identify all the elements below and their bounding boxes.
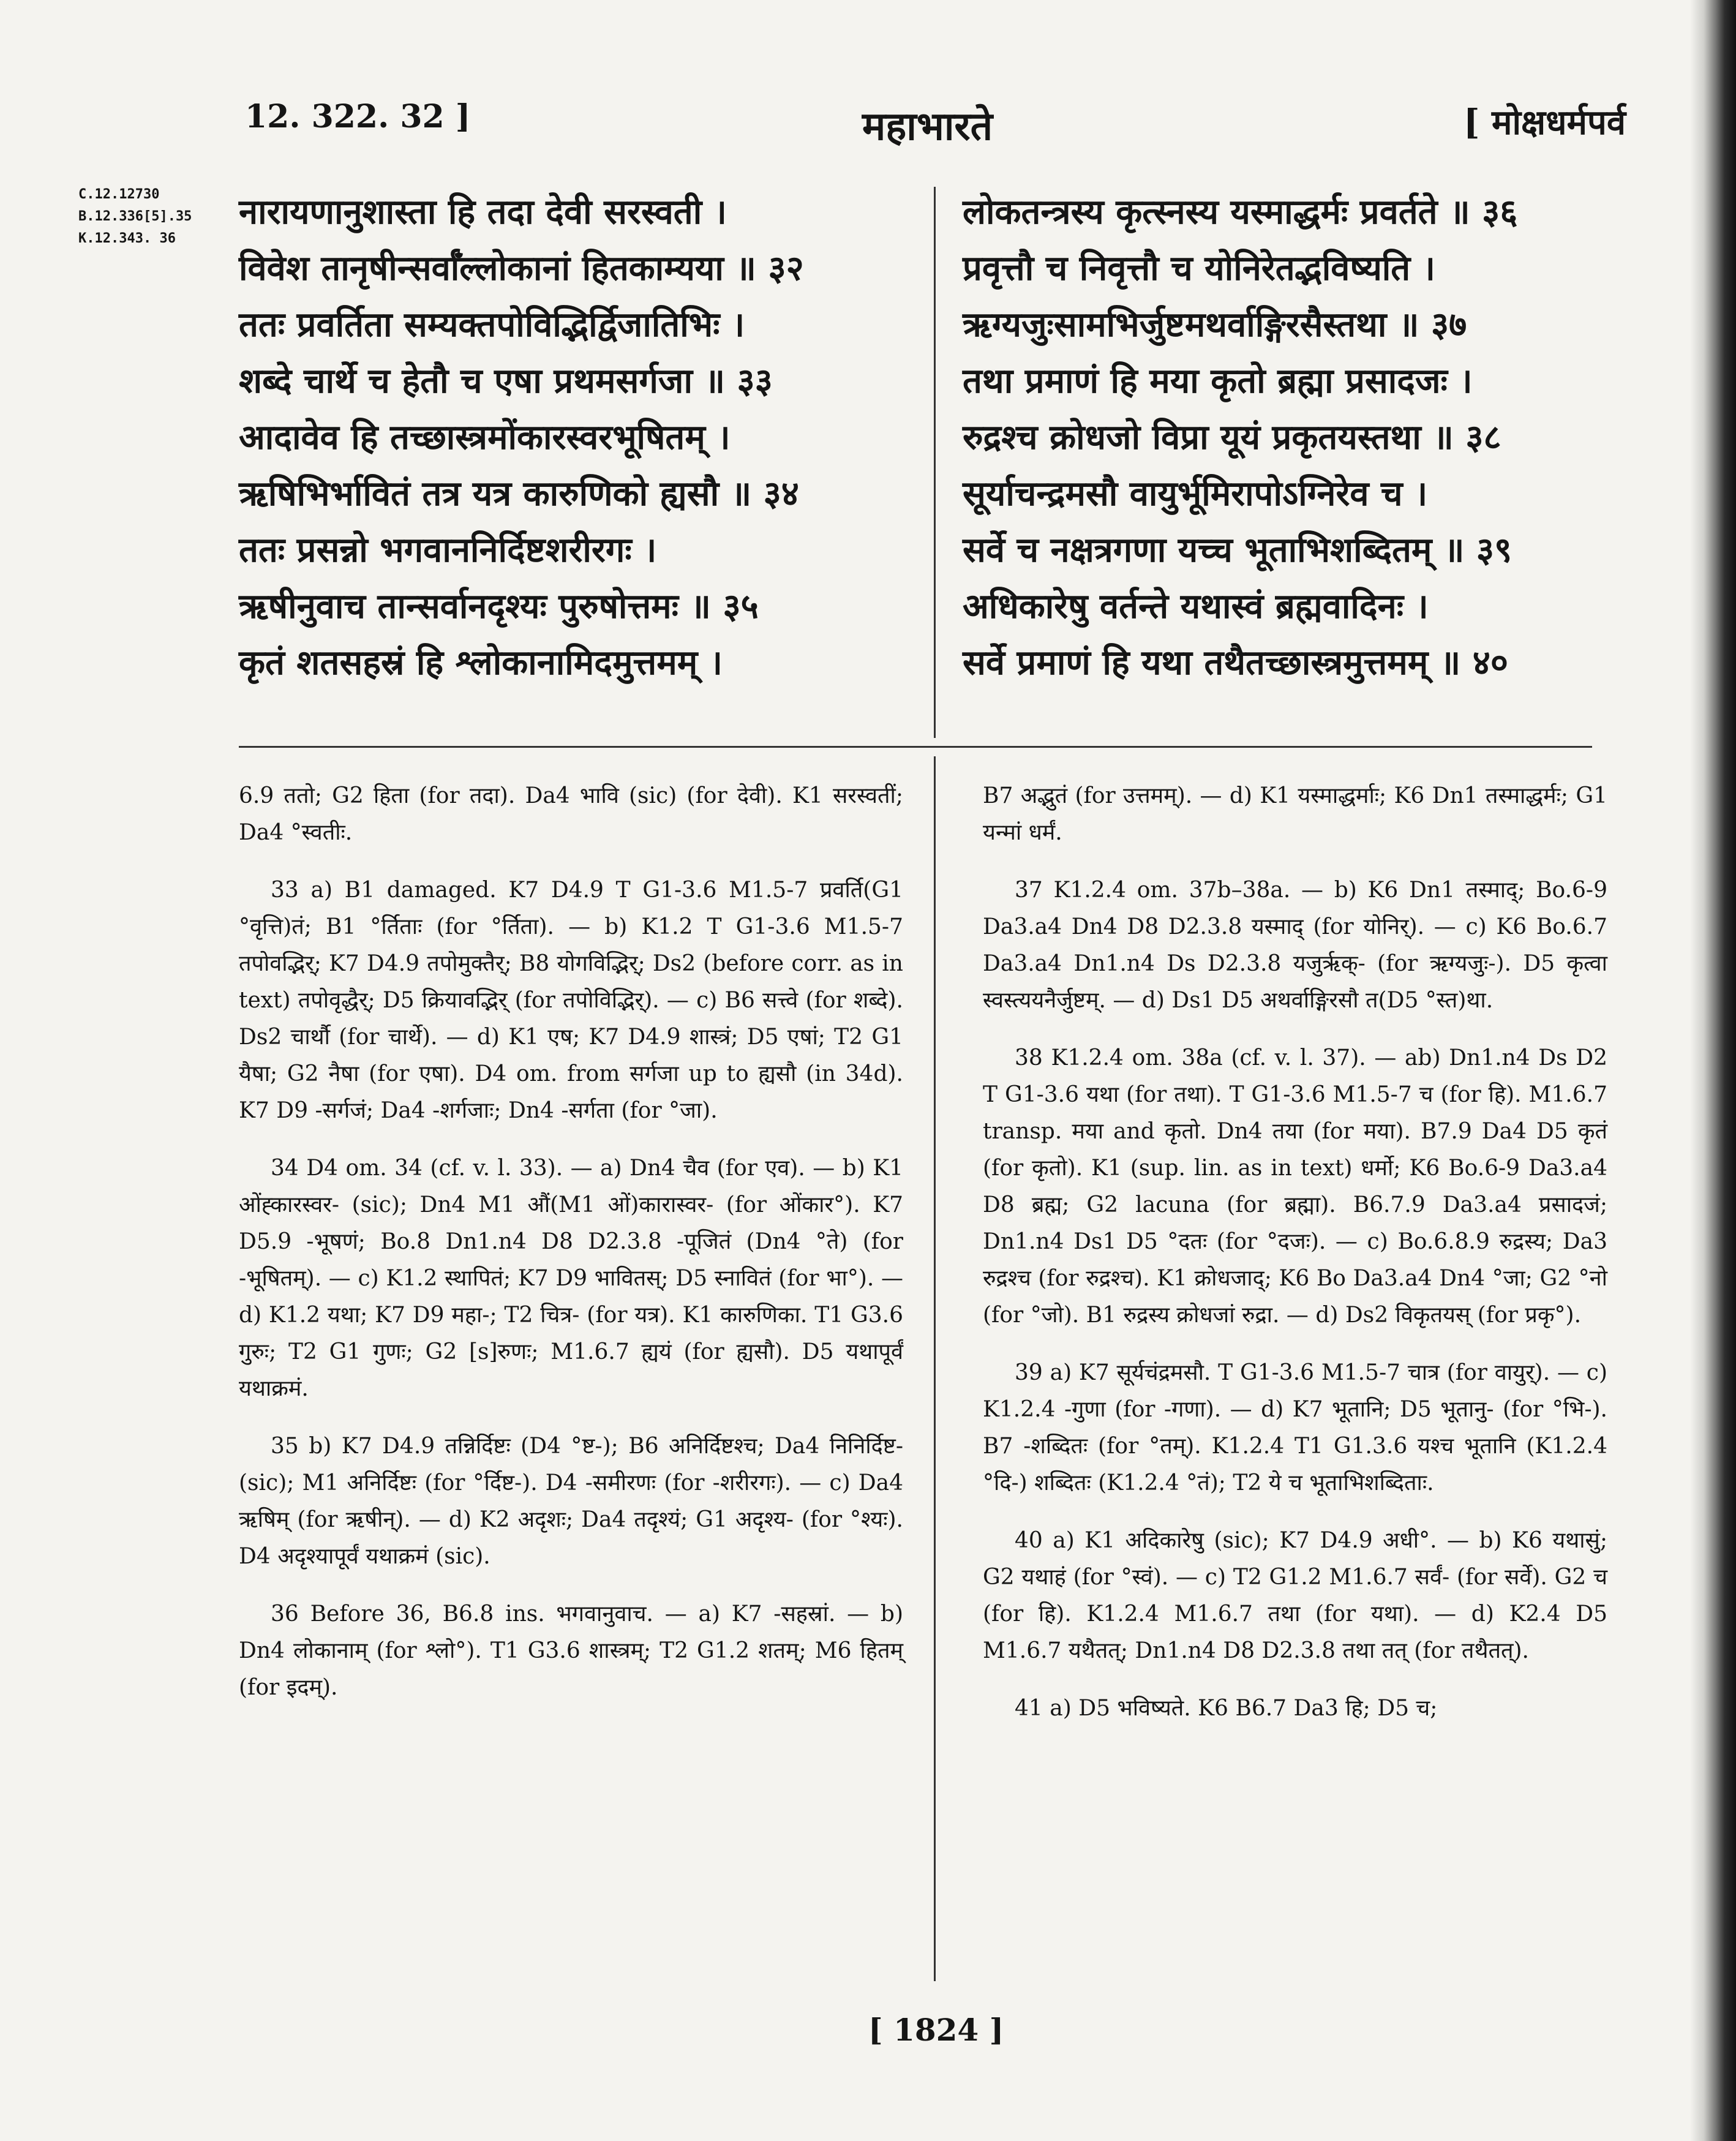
concordance-line: C.12.12730 [78, 187, 160, 202]
verse-line: आदावेव हि तच्छास्त्रमोंकारस्वरभूषितम् । [239, 417, 731, 457]
concordance-line: K.12.343. 36 [78, 231, 176, 246]
verse-line: प्रवृत्तौ च निवृत्तौ च योनिरेतद्भविष्यति । [963, 248, 1435, 288]
verse-line: लोकतन्त्रस्य कृत्स्नस्य यस्माद्धर्मः प्रवर्तते ॥ ३६ [963, 192, 1518, 232]
verse-line: ततः प्रसन्नो भगवाननिर्दिष्टशरीरगः । [239, 530, 657, 570]
verse-column-right [963, 184, 1630, 691]
verse-line: सूर्याचन्द्रमसौ वायुर्भूमिरापोऽग्निरेव च । [963, 473, 1428, 514]
running-head-reference: 12. 322. 32 ] [245, 98, 471, 135]
verse-line: ततः प्रवर्तिता सम्यक्तपोविद्भिर्द्विजातिभिः । [239, 304, 745, 345]
verse-line: शब्दे चार्थे च हेतौ च एषा प्रथमसर्गजा ॥ ३३ [239, 361, 773, 401]
verse-line: रुद्रश्च क्रोधजो विप्रा यूयं प्रकृतयस्तथा ॥ ३८ [963, 417, 1501, 457]
verse-line: नारायणानुशास्ता हि तदा देवी सरस्वती । [239, 192, 727, 232]
apparatus-note: 39 a) K7 सूर्यचंद्रमसौ. T G1-3.6 M1.5-7 चात्र (for वायुर्). — c) K1.2.4 -गुणा (for -गणा). — d) K7 भूतानि; D5 भूतानु- (for °भि-). B7 -शब्दितः (for °तम्). K1.2.4 T1 G1.3.6 यश्च भूतानि (K1.2.4 °दि-) शब्दितः (K1.2.4 °तं); T2 ये च भूताभिशब्दिताः. [983, 1360, 1607, 1496]
page-number: [ 1824 ] [868, 2012, 1004, 2048]
verse-line: तथा प्रमाणं हि मया कृतो ब्रह्मा प्रसादजः । [963, 361, 1473, 401]
section-divider [239, 746, 1592, 748]
verse-line: अधिकारेषु वर्तन्ते यथास्वं ब्रह्मवादिनः । [963, 586, 1429, 626]
verse-line: सर्वे च नक्षत्रगणा यच्च भूताभिशब्दितम् ॥ ३९ [963, 530, 1512, 570]
verse-line: ऋग्यजुःसामभिर्जुष्टमथर्वाङ्गिरसैस्तथा ॥ ३७ [963, 304, 1467, 345]
running-head-title: महाभारते [862, 103, 993, 149]
apparatus-column-left [239, 778, 903, 1727]
apparatus-note: 33 a) B1 damaged. K7 D4.9 T G1-3.6 M1.5-7 प्रवर्ति(G1 °वृत्ति)तं; B1 °र्तिताः (for °र्तिता). — b) K1.2 T G1-3.6 M1.5-7 तपोवद्भिर्; K7 D4.9 तपोमुक्तैर्; B8 योगविद्भिर्; Ds2 (before corr. as in text) तपोवृद्धैर्; D5 क्रियावद्भिर् (for तपोविद्भिर्). — c) B6 सत्त्वे (for शब्दे). Ds2 चार्थौ (for चार्थे). — d) K1 एष; K7 D4.9 शास्त्रं; D5 एषां; T2 G1 यैषा; G2 नैषा (for एषा). D4 om. from सर्गजा up to ह्यसौ (in 34d). K7 D9 -सर्गजं; Da4 -शर्गजाः; Dn4 -सर्गता (for °जा). [239, 878, 903, 1123]
apparatus-note: 36 Before 36, B6.8 ins. भगवानुवाच. — a) K7 -सहस्रां. — b) Dn4 लोकानाम् (for श्लो°). T1 G3.6 शास्त्रम्; T2 G1.2 शतम्; M6 हितम् (for इदम्). [239, 1601, 903, 1700]
apparatus-note: 35 b) K7 D4.9 तन्निर्दिष्टः (D4 °ष्ट-); B6 अनिर्दिष्टश्च; Da4 निनिर्दिष्ट- (sic); M1 अनिर्दिष्टः (for °र्दिष्ट-). D4 -समीरणः (for -शरीरगः). — c) Da4 ऋषिम् (for ऋषीन्). — d) K2 अदृशः; Da4 तदृश्यं; G1 अदृश्य- (for °श्यः). D4 अदृश्यापूर्वं यथाक्रमं (sic). [239, 1434, 903, 1569]
verse-column-left [239, 184, 912, 691]
apparatus-note: 34 D4 om. 34 (cf. v. l. 33). — a) Dn4 चैव (for एव). — b) K1 ओंह्कारस्वर- (sic); Dn4 M1 औं(M1 ओं)कारास्वर- (for ओंकार°). K7 D5.9 -भूषणं; Bo.8 Dn1.n4 D8 D2.3.8 -पूजितं (Dn4 °ते) (for -भूषितम्). — c) K1.2 स्थापितं; K7 D9 भावितस्; D5 स्नावितं (for भा°). — d) K1.2 यथा; K7 D9 महा-; T2 चित्र- (for यत्र). K1 कारुणिका. T1 G3.6 गुरुः; T2 G1 गुणः; G2 [s]रुणः; M1.6.7 ह्ययं (for ह्यसौ). D5 यथापूर्वं यथाक्रमं. [239, 1156, 903, 1401]
verse-line: ऋषीनुवाच तान्सर्वानदृश्यः पुरुषोत्तमः ॥ ३५ [239, 586, 759, 626]
running-head-parva: [ मोक्षधर्मपर्व [1463, 102, 1626, 143]
verse-line: विवेश तानृषीन्सर्वाँल्लोकानां हितकाम्यया ॥ ३२ [239, 248, 804, 288]
column-divider-verse [934, 187, 936, 738]
apparatus-column-right [983, 778, 1607, 1748]
concordance-block [78, 184, 192, 250]
apparatus-note: B7 अद्भुतं (for उत्तमम्). — d) K1 यस्माद्धर्माः; K6 Dn1 तस्माद्धर्मः; G1 यन्मां धर्मं. [983, 783, 1607, 845]
apparatus-note: 38 K1.2.4 om. 38a (cf. v. l. 37). — ab) Dn1.n4 Ds D2 T G1-3.6 यथा (for तथा). T G1-3.6 M1.5-7 च (for हि). M1.6.7 transp. मया and कृतो. Dn4 तया (for मया). B7.9 Da4 D5 कृतं (for कृतो). K1 (sup. lin. as in text) धर्मो; K6 Bo.6-9 Da3.a4 D8 ब्रह्म; G2 lacuna (for ब्रह्मा). B6.7.9 Da3.a4 प्रसादजं; Dn1.n4 Ds1 D5 °दतः (for °दजः). — c) Bo.6.8.9 रुद्रस्य; Da3 रुद्रश्च (for रुद्रश्च). K1 क्रोधजाद्; K6 Bo Da3.a4 Dn4 °जा; G2 °नो (for °जो). B1 रुद्रस्य क्रोधजां रुद्रा. — d) Ds2 विकृतयस् (for प्रकृ°). [983, 1045, 1607, 1328]
verse-line: ऋषिभिर्भावितं तत्र यत्र कारुणिको ह्यसौ ॥ ३४ [239, 473, 799, 514]
verse-line: कृतं शतसहस्रं हि श्लोकानामिदमुत्तमम् । [239, 642, 723, 683]
apparatus-note: 6.9 ततो; G2 हिता (for तदा). Da4 भावि (sic) (for देवी). K1 सरस्वतीं; Da4 °स्वतीः. [239, 783, 903, 845]
column-divider-notes [934, 756, 936, 1981]
apparatus-note: 40 a) K1 अदिकारेषु (sic); K7 D4.9 अधी°. — b) K6 यथासुं; G2 यथाहं (for °स्वं). — c) T2 G1.2 M1.6.7 सर्वं- (for सर्वे). G2 च (for हि). K1.2.4 M1.6.7 तथा (for यथा). — d) K2.4 D5 M1.6.7 यथैतत्; Dn1.n4 D8 D2.3.8 तथा तत् (for तथैतत्). [983, 1528, 1607, 1663]
scanner-edge-shadow [1690, 0, 1736, 2141]
apparatus-note: 41 a) D5 भविष्यते. K6 B6.7 Da3 हि; D5 च; [1015, 1696, 1438, 1721]
apparatus-note: 37 K1.2.4 om. 37b–38a. — b) K6 Dn1 तस्माद्; Bo.6-9 Da3.a4 Dn4 D8 D2.3.8 यस्माद् (for योनिर्). — c) K6 Bo.6.7 Da3.a4 Dn1.n4 Ds D2.3.8 यजुर्ऋक्- (for ऋग्यजुः-). D5 कृत्वा स्वस्त्ययनैर्जुष्टम्. — d) Ds1 D5 अथर्वाङ्गिरसौ त(D5 °स्त)था. [983, 878, 1607, 1013]
concordance-line: B.12.336[5].35 [78, 209, 192, 224]
verse-line: सर्वे प्रमाणं हि यथा तथैतच्छास्त्रमुत्तमम् ॥ ४० [963, 642, 1508, 683]
